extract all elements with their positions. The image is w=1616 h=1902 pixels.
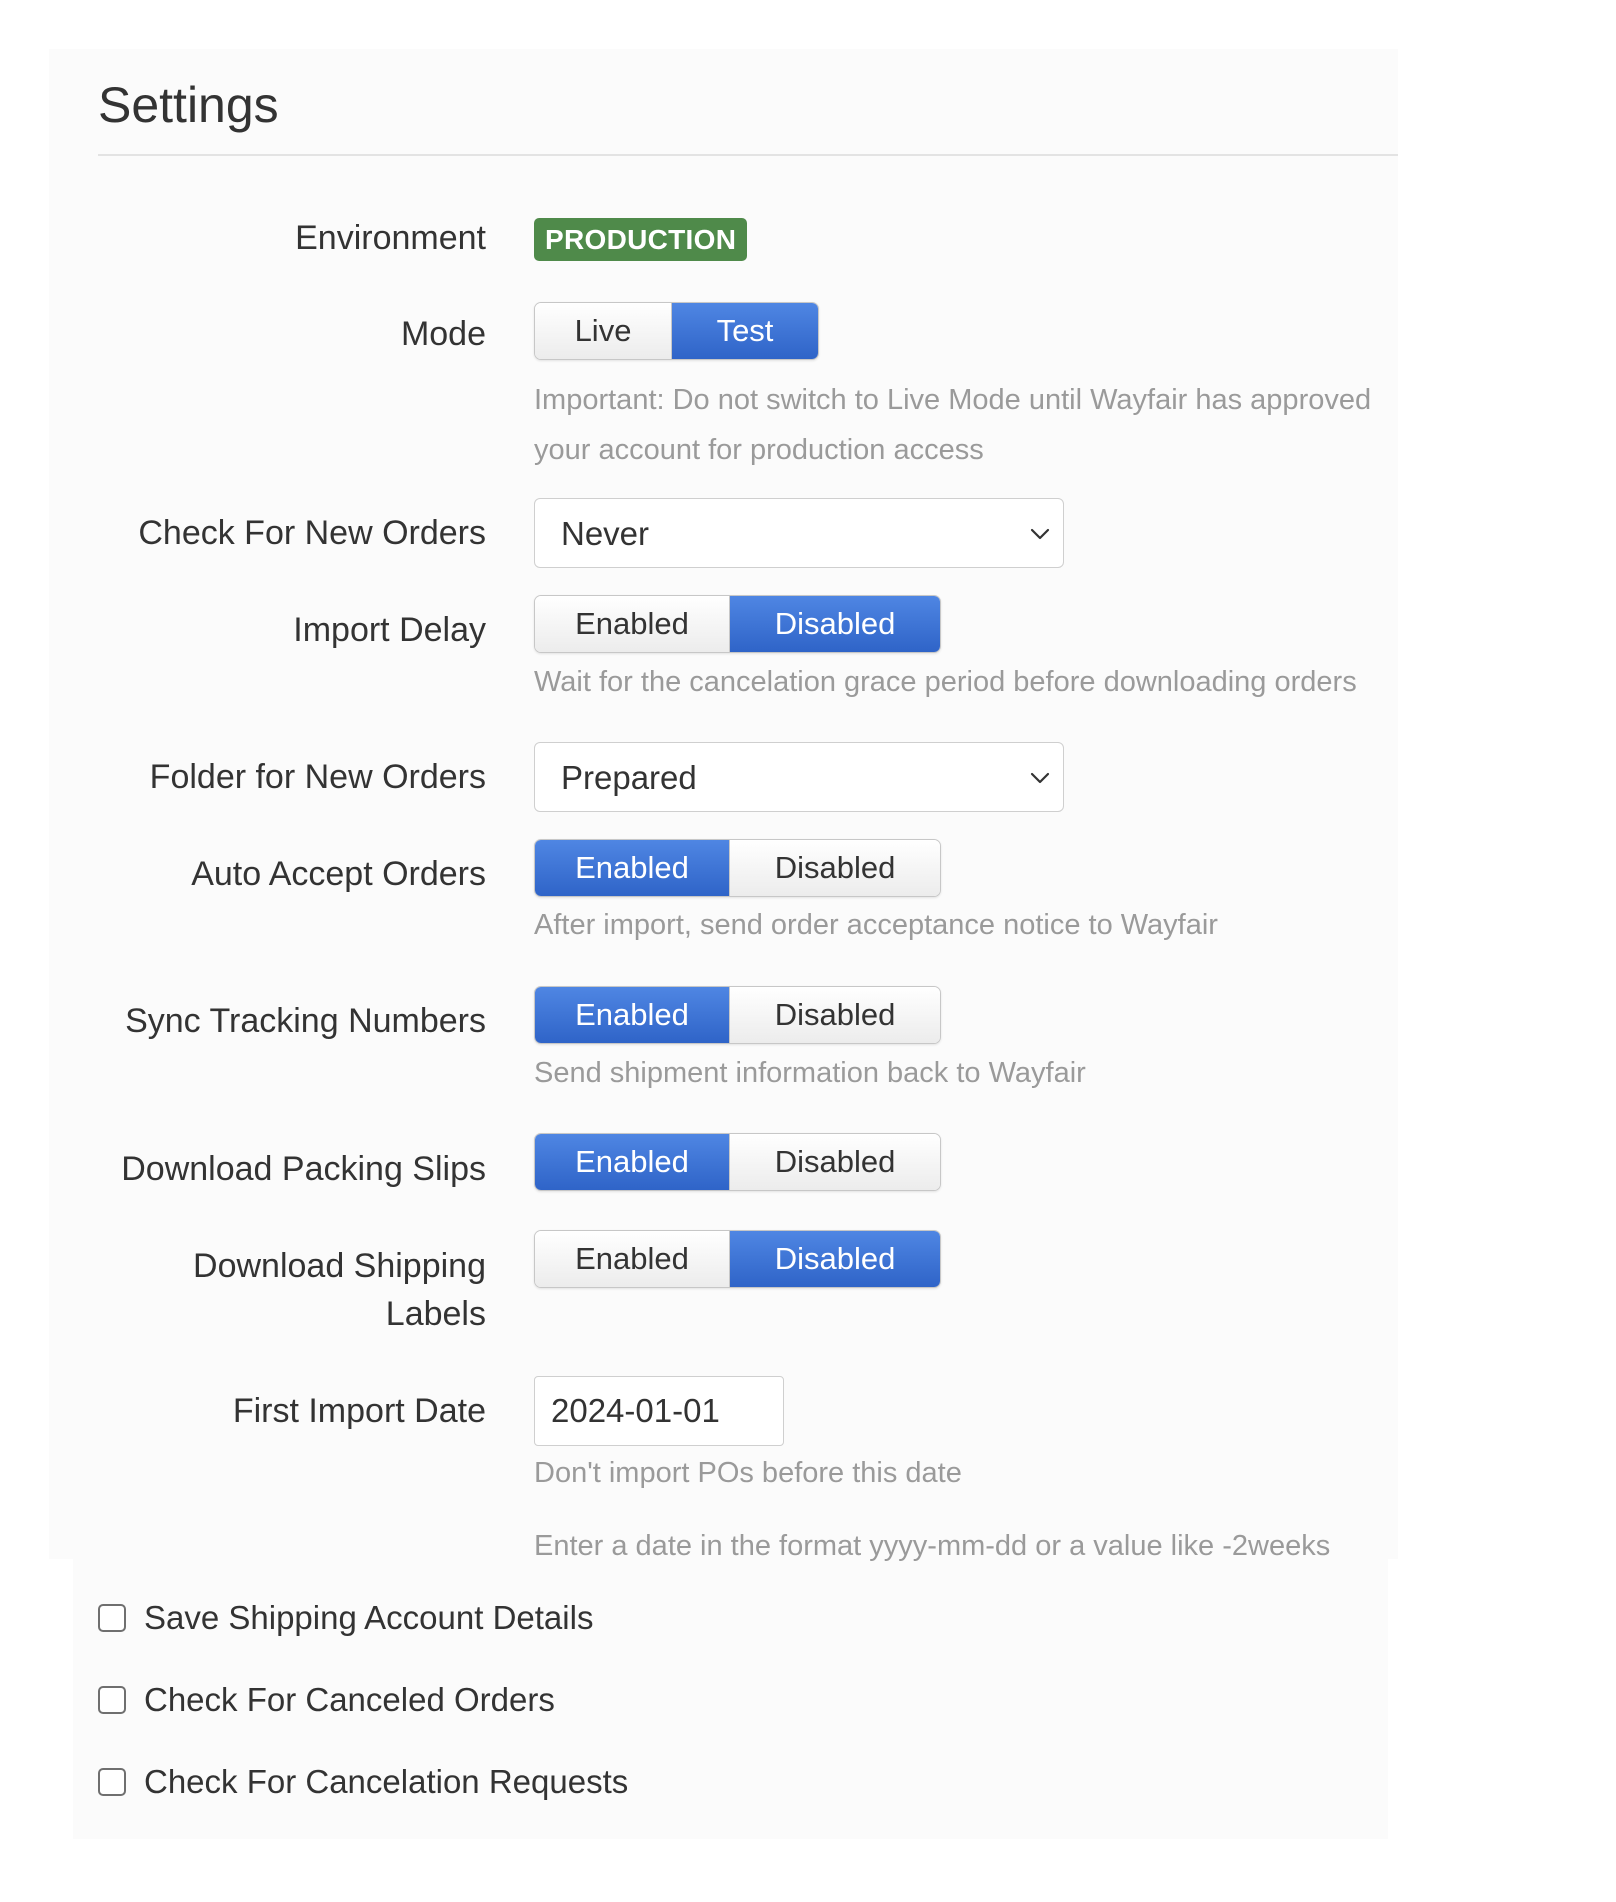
packing-slips-toggle[interactable]	[534, 1133, 941, 1191]
import-delay-disabled-option[interactable]: Disabled	[730, 596, 940, 652]
check-cancelation-requests-row[interactable]	[98, 1760, 628, 1804]
sync-tracking-toggle[interactable]	[534, 986, 941, 1044]
check-cancelation-requests-checkbox[interactable]	[98, 1768, 126, 1796]
chevron-down-icon	[1027, 521, 1053, 547]
chevron-down-icon	[1027, 765, 1053, 791]
import-delay-enabled-option[interactable]: Enabled	[535, 596, 730, 652]
environment-badge: PRODUCTION	[534, 218, 747, 261]
import-delay-label: Import Delay	[293, 611, 486, 649]
check-cancelation-requests-label[interactable]: Check For Cancelation Requests	[144, 1763, 629, 1800]
import-delay-help: Wait for the cancelation grace period before downloading orders	[534, 666, 1357, 698]
auto-accept-disabled-option[interactable]: Disabled	[730, 840, 940, 896]
shipping-labels-disabled-option[interactable]: Disabled	[730, 1231, 940, 1287]
check-new-orders-label: Check For New Orders	[138, 514, 486, 552]
shipping-labels-label: Download Shipping Labels	[193, 1247, 486, 1333]
sync-tracking-disabled-option[interactable]: Disabled	[730, 987, 940, 1043]
title-divider	[98, 154, 1398, 156]
packing-slips-disabled-option[interactable]: Disabled	[730, 1134, 940, 1190]
check-new-orders-value: Never	[561, 515, 650, 552]
check-canceled-orders-checkbox[interactable]	[98, 1686, 126, 1714]
environment-label: Environment	[295, 219, 486, 257]
check-canceled-orders-row[interactable]	[98, 1678, 555, 1722]
first-import-label: First Import Date	[232, 1392, 486, 1430]
import-delay-toggle[interactable]	[534, 595, 941, 653]
mode-live-option[interactable]: Live	[535, 303, 672, 359]
shipping-labels-toggle[interactable]	[534, 1230, 941, 1288]
auto-accept-help: After import, send order acceptance notice to Wayfair	[534, 909, 1218, 941]
save-shipping-account-checkbox[interactable]	[98, 1604, 126, 1632]
check-new-orders-select[interactable]	[534, 498, 1064, 568]
mode-toggle[interactable]	[534, 302, 819, 360]
first-import-date-input[interactable]	[534, 1376, 784, 1446]
mode-label: Mode	[400, 315, 486, 353]
mode-help-line2: your account for production access	[534, 434, 984, 466]
save-shipping-account-label[interactable]: Save Shipping Account Details	[144, 1599, 594, 1636]
sync-tracking-enabled-option[interactable]: Enabled	[535, 987, 730, 1043]
shipping-labels-enabled-option[interactable]: Enabled	[535, 1231, 730, 1287]
folder-new-orders-label: Folder for New Orders	[149, 758, 486, 796]
save-shipping-account-row[interactable]	[98, 1596, 593, 1640]
first-import-format-help: Enter a date in the format yyyy-mm-dd or a value like -2weeks	[534, 1530, 1331, 1562]
page-title: Settings	[98, 77, 279, 133]
auto-accept-label: Auto Accept Orders	[191, 855, 486, 893]
mode-test-option[interactable]: Test	[672, 303, 818, 359]
packing-slips-label: Download Packing Slips	[121, 1150, 486, 1188]
check-canceled-orders-label[interactable]: Check For Canceled Orders	[144, 1681, 555, 1718]
sync-tracking-help: Send shipment information back to Wayfair	[534, 1057, 1086, 1089]
folder-new-orders-value: Prepared	[561, 759, 697, 796]
folder-new-orders-select[interactable]	[534, 742, 1064, 812]
sync-tracking-label: Sync Tracking Numbers	[125, 1002, 486, 1040]
mode-help-line1: Important: Do not switch to Live Mode until Wayfair has approved	[534, 384, 1372, 416]
auto-accept-enabled-option[interactable]: Enabled	[535, 840, 730, 896]
auto-accept-toggle[interactable]	[534, 839, 941, 897]
packing-slips-enabled-option[interactable]: Enabled	[535, 1134, 730, 1190]
first-import-help: Don't import POs before this date	[534, 1457, 962, 1489]
